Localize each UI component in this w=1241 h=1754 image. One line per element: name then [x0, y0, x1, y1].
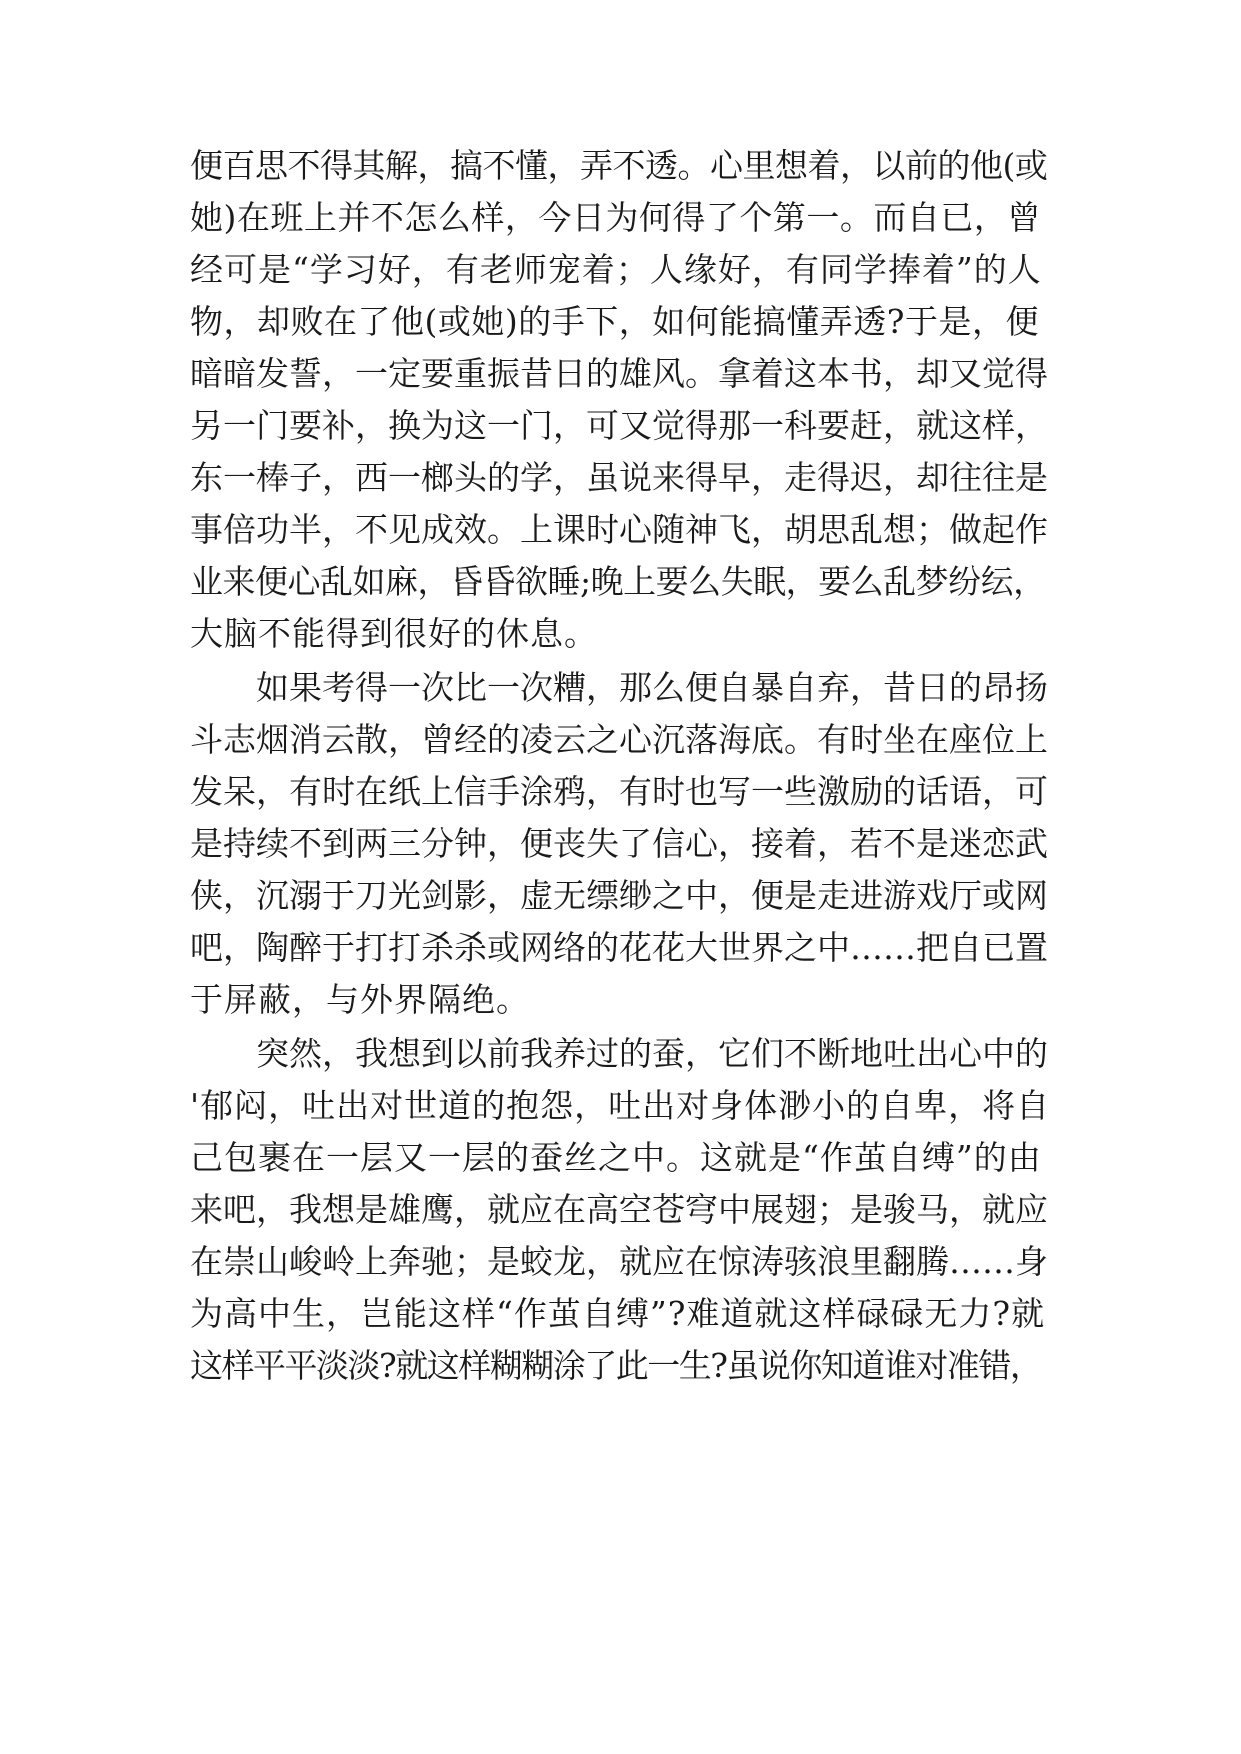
text-line: 东一棒子，西一榔头的学，虽说来得早，走得迟，却往往是	[190, 458, 1048, 497]
text-line: 暗暗发誓，一定要重振昔日的雄风。拿着这本书，却又觉得	[190, 354, 1048, 393]
text-line: 便百思不得其解，搞不懂，弄不透。心里想着，以前的他(或	[190, 146, 1048, 185]
text-line: 事倍功半，不见成效。上课时心随神飞，胡思乱想；做起作	[190, 510, 1048, 549]
text-line: 吧，陶醉于打打杀杀或网络的花花大世界之中……把自已置	[190, 928, 1048, 967]
text-line: 是持续不到两三分钟，便丧失了信心，接着，若不是迷恋武	[190, 824, 1048, 863]
text-line: '郁闷，吐出对世道的抱怨，吐出对身体渺小的自卑，将自	[190, 1086, 1051, 1125]
text-line: 经可是“学习好，有老师宠着；人缘好，有同学捧着”的人	[190, 250, 1042, 289]
text-line: 业来便心乱如麻，昏昏欲睡;晚上要么失眠，要么乱梦纷纭，	[190, 562, 1046, 601]
text-line: 为高中生，岂能这样“作茧自缚”?难道就这样碌碌无力?就	[190, 1294, 1046, 1333]
text-line: 她)在班上并不怎么样，今日为何得了个第一。而自已，曾	[190, 198, 1041, 237]
text-line: 大脑不能得到很好的休息。	[190, 614, 598, 653]
text-line: 如果考得一次比一次糟，那么便自暴自弃，昔日的昂扬	[256, 668, 1048, 707]
text-line: 在崇山峻岭上奔驰；是蛟龙，就应在惊涛骇浪里翻腾……身	[190, 1242, 1048, 1281]
text-line: 突然，我想到以前我养过的蚕，它们不断地吐出心中的	[256, 1034, 1048, 1073]
text-line: 于屏蔽，与外界隔绝。	[190, 980, 530, 1019]
text-line: 来吧，我想是雄鹰，就应在高空苍穹中展翅；是骏马，就应	[190, 1190, 1048, 1229]
text-line: 斗志烟消云散，曾经的凌云之心沉落海底。有时坐在座位上	[190, 720, 1048, 759]
text-line: 这样平平淡淡?就这样糊糊涂了此一生?虽说你知道谁对准错，	[190, 1346, 1042, 1385]
text-line: 发呆，有时在纸上信手涂鸦，有时也写一些激励的话语，可	[190, 772, 1048, 811]
text-line: 侠，沉溺于刀光剑影，虚无缥缈之中，便是走进游戏厅或网	[190, 876, 1048, 915]
text-line: 物，却败在了他(或她)的手下，如何能搞懂弄透?于是，便	[190, 302, 1039, 341]
text-line: 另一门要补，换为这一门，可又觉得那一科要赶，就这样，	[190, 406, 1048, 445]
text-line: 己包裹在一层又一层的蚕丝之中。这就是“作茧自缚”的由	[190, 1138, 1042, 1177]
